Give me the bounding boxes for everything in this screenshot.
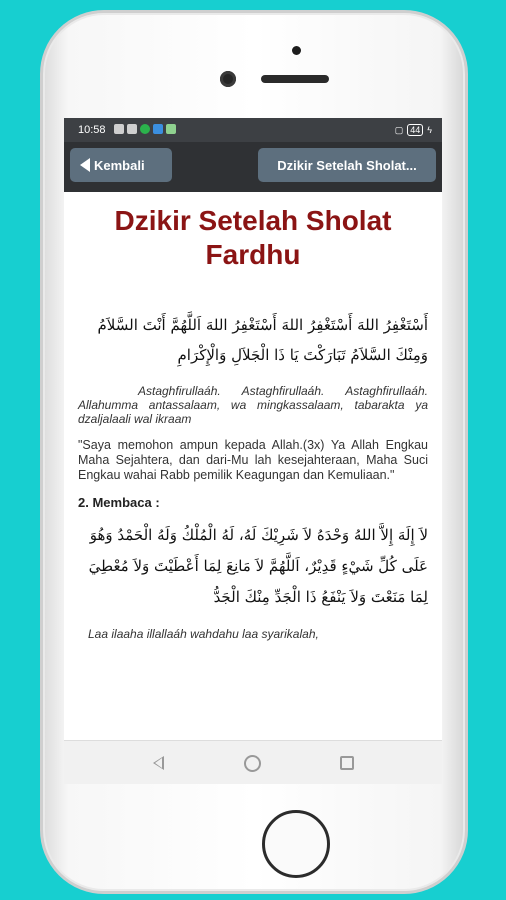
article-content[interactable] <box>64 192 442 740</box>
battery-icon: 44 <box>407 124 423 136</box>
arabic-text-2: لاَ إِلَهَ إِلاَّ اللهُ وَحْدَهُ لاَ شَرِيْكَ لَهُ، لَهُ الْمُلْكُ وَلَهُ الْحَمْدُ وَهُوَ عَلَى كُلِّ شَيْءٍ قَدِيْرٌ، اَللَّهُمَّ لاَ مَانِعَ لِمَا أَعْطَيْتَ وَلاَ مُعْطِيَ لِمَا مَنَعْتَ وَلاَ يَنْفَعُ ذَا الْجَدِّ مِنْكَ الْجَدُّ <box>88 526 428 606</box>
back-button[interactable] <box>70 148 172 182</box>
system-nav-bar <box>64 740 442 784</box>
status-time: 10:58 <box>78 124 106 136</box>
article-title: Dzikir Setelah Sholat Fardhu <box>114 205 392 270</box>
section-heading: 2. Membaca : <box>78 495 160 510</box>
back-arrow-icon <box>80 158 90 172</box>
gallery-icon <box>166 124 176 134</box>
nav-back-icon[interactable] <box>152 756 163 770</box>
signal-icon <box>114 124 124 134</box>
notification-icons <box>114 124 176 134</box>
proximity-sensor <box>292 46 301 55</box>
app-notification-icon <box>153 124 163 134</box>
status-right <box>395 124 432 136</box>
nav-home-icon[interactable] <box>244 755 261 772</box>
nav-recent-apps-icon[interactable] <box>340 756 354 770</box>
transliteration-1: Astaghfirullaáh. Astaghfirullaáh. Astaghfirullaáh. Allahumma antassalaam, wa mingkassalaam, tabarakta ya dzaljalaali wal ikraam <box>78 384 428 426</box>
meaning-1: "Saya memohon ampun kepada Allah.(3x) Ya Allah Engkau Maha Sejahtera, dan dari-Mu lah kesejahteraan, Maha Suci Engkau wahai Rabb pemilik Keagungan dan Kemuliaan." <box>78 438 428 482</box>
phone-screen <box>64 118 442 784</box>
page-title-button[interactable] <box>258 148 436 182</box>
arabic-text-1: أَسْتَغْفِرُ اللهَ أَسْتَغْفِرُ اللهَ أَسْتَغْفِرُ اللهَ اَللَّهُمَّ أَنْتَ السَّلاَمُ وَمِنْكَ السَّلاَمُ تَبَارَكْتَ يَا ذَا الْجَلاَلِ وَالْإِكْرَامِ <box>97 316 428 364</box>
page-title-label: Dzikir Setelah Sholat... <box>277 157 417 173</box>
app-bar <box>64 142 442 192</box>
earpiece-speaker <box>261 75 329 83</box>
back-button-label: Kembali <box>94 157 145 173</box>
status-bar <box>64 118 442 142</box>
home-button[interactable] <box>262 810 330 878</box>
vibrate-icon: ▢ <box>394 124 404 135</box>
front-camera <box>220 71 236 87</box>
signal-icon <box>127 124 137 134</box>
whatsapp-icon <box>140 124 150 134</box>
charging-icon: ϟ <box>427 125 432 135</box>
transliteration-2: Laa ilaaha illallaáh wahdahu laa syarikalah, <box>88 627 319 641</box>
